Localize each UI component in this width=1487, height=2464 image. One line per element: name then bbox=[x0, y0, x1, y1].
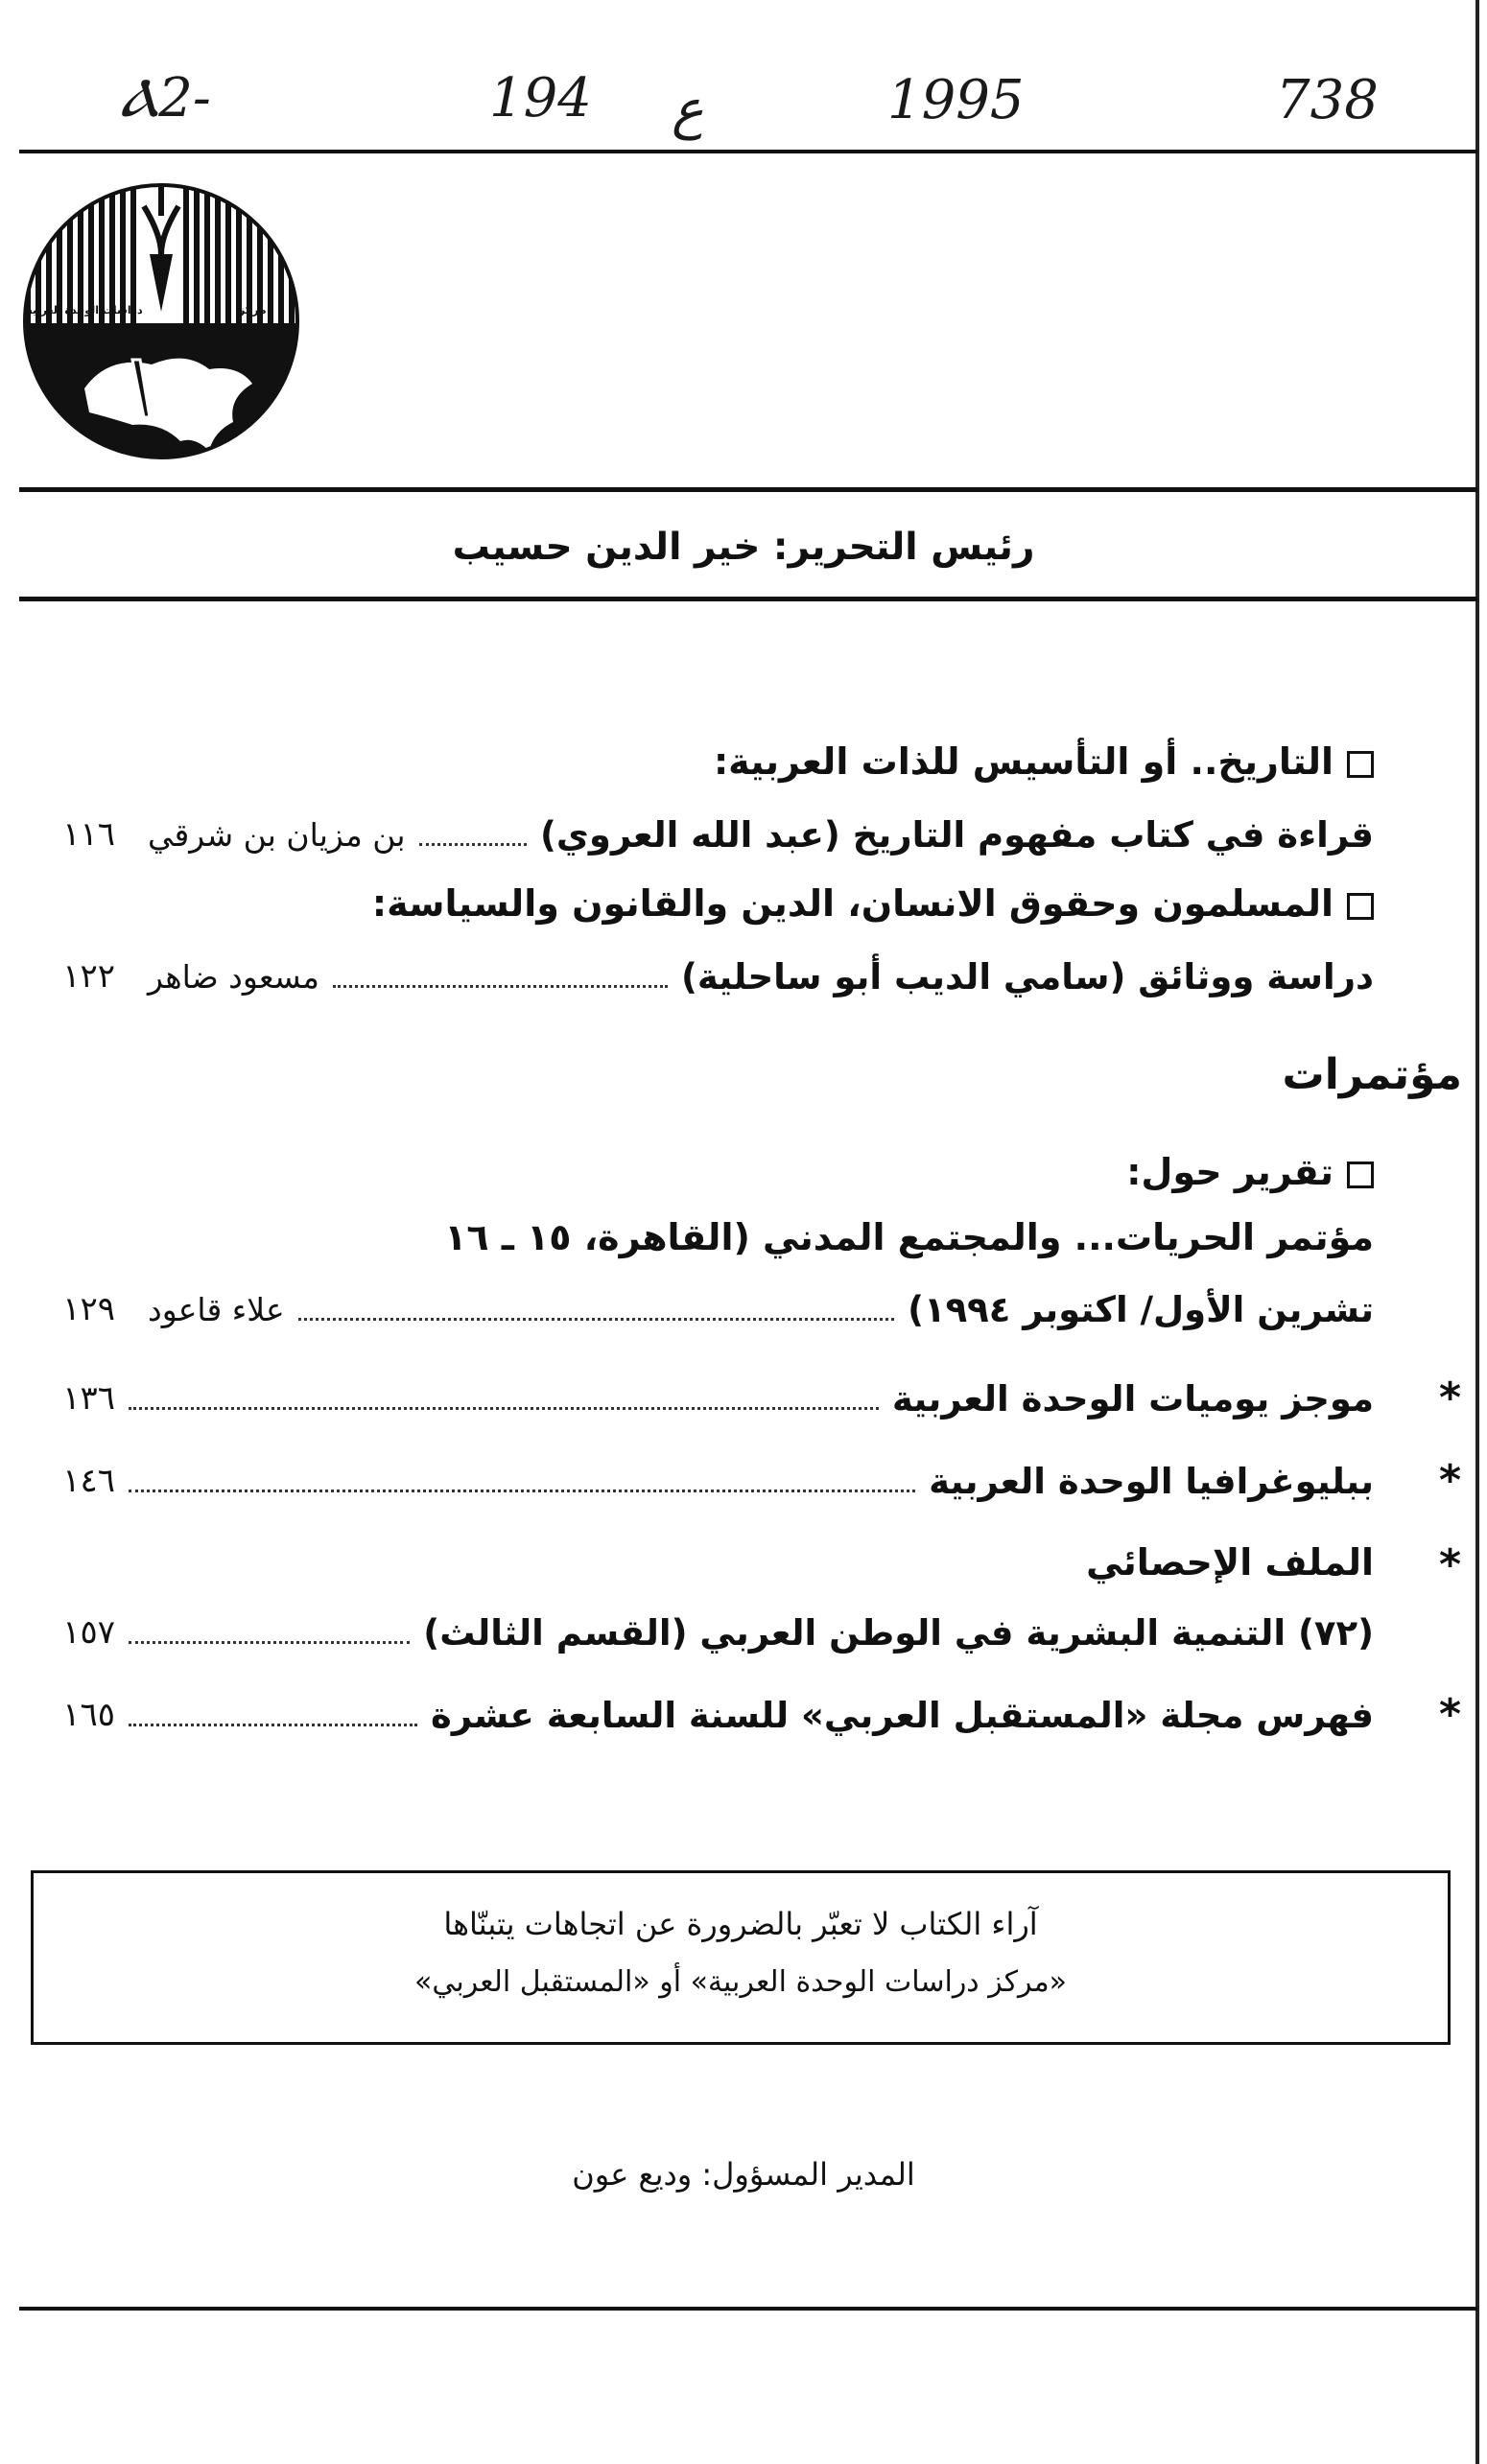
logo-bar bbox=[109, 177, 115, 323]
page-number: ١٥٧ bbox=[62, 1613, 115, 1652]
rule-below-editor bbox=[19, 597, 1477, 601]
checkbox-icon bbox=[1347, 893, 1374, 920]
entry-title: تشرين الأول/ اكتوبر ١٩٩٤) bbox=[908, 1288, 1374, 1330]
handwritten-note-5: 738 bbox=[1276, 69, 1379, 131]
stat-file-title: الملف الإحصائي bbox=[1086, 1541, 1374, 1584]
toc-row bbox=[29, 948, 1374, 1005]
report-heading: تقرير حول: bbox=[1126, 1151, 1374, 1193]
entry-title: موجز يوميات الوحدة العربية bbox=[891, 1377, 1374, 1420]
toc-row bbox=[29, 1604, 1374, 1661]
logo-caption: دراسات الوحدة العربية bbox=[26, 304, 143, 317]
dot-leader bbox=[129, 1641, 410, 1644]
dot-leader bbox=[333, 985, 668, 988]
page-number: ١٦٥ bbox=[62, 1696, 115, 1734]
report-line-1: مؤتمر الحريات... والمجتمع المدني (القاهرة، ١٥ ـ ١٦ bbox=[444, 1216, 1374, 1258]
star-bullet: * bbox=[1439, 1690, 1462, 1739]
logo-bar bbox=[204, 177, 210, 323]
logo-bar bbox=[225, 177, 231, 323]
entry-title: دراسة ووثائق (سامي الديب أبو ساحلية) bbox=[680, 955, 1374, 997]
logo-caption-top: مركز bbox=[238, 303, 267, 317]
entry-heading-1: التاريخ.. أو التأسيس للذات العربية: bbox=[714, 740, 1374, 783]
logo-bar bbox=[257, 177, 263, 323]
section-title: مؤتمرات bbox=[1282, 1050, 1462, 1099]
toc-row bbox=[29, 1370, 1374, 1427]
entry-heading-2: المسلمون وحقوق الانسان، الدين والقانون والسياسة: bbox=[372, 882, 1374, 925]
page-number: ١٤٦ bbox=[62, 1462, 115, 1500]
dot-leader bbox=[298, 1318, 894, 1321]
logo-bar bbox=[289, 177, 295, 323]
logo-bar bbox=[247, 177, 252, 323]
page-number: ١٢٢ bbox=[62, 957, 115, 996]
disclaimer-box bbox=[31, 1870, 1451, 2045]
editor-line: رئيس التحرير: خير الدين حسيب bbox=[452, 526, 1035, 569]
logo-bar bbox=[35, 177, 41, 323]
entry-title: قراءة في كتاب مفهوم التاريخ (عبد الله العروي) bbox=[540, 813, 1374, 856]
dot-leader bbox=[129, 1407, 879, 1410]
toc-row bbox=[29, 1452, 1374, 1510]
page-number: ١٢٩ bbox=[62, 1290, 115, 1328]
entry-title: فهرس مجلة «المستقبل العربي» للسنة السابعة عشرة bbox=[431, 1694, 1374, 1736]
page-number: ١٣٦ bbox=[62, 1379, 115, 1418]
manager-line: المدير المسؤول: وديع عون bbox=[572, 2156, 915, 2193]
entry-author: مسعود ضاهر bbox=[148, 957, 319, 996]
handwritten-note-4: 1995 bbox=[887, 69, 1025, 131]
handwritten-note-1: Ⲁ2- bbox=[120, 67, 211, 129]
page-number: ١١٦ bbox=[62, 815, 115, 854]
logo-bar bbox=[78, 177, 83, 323]
dot-leader bbox=[129, 1724, 417, 1726]
logo-bar bbox=[268, 177, 273, 323]
entry-title: (٧٢) التنمية البشرية في الوطن العربي (القسم الثالث) bbox=[423, 1611, 1374, 1654]
logo-bar bbox=[236, 177, 242, 323]
entry-author: بن مزيان بن شرقي bbox=[148, 815, 406, 854]
toc-row bbox=[29, 1686, 1374, 1744]
dot-leader bbox=[419, 843, 527, 846]
star-bullet: * bbox=[1439, 1540, 1462, 1589]
handwritten-note-3: ع bbox=[672, 79, 704, 141]
logo-bar bbox=[57, 177, 62, 323]
toc-row bbox=[29, 1280, 1374, 1338]
dot-leader bbox=[129, 1490, 915, 1492]
logo-bar bbox=[194, 177, 200, 323]
top-rule bbox=[19, 150, 1477, 153]
logo-bar bbox=[120, 177, 126, 323]
disclaimer-line-1: آراء الكتاب لا تعبّر بالضرورة عن اتجاهات يتبنّاها bbox=[443, 1906, 1038, 1942]
logo-bar bbox=[88, 177, 94, 323]
star-bullet: * bbox=[1439, 1373, 1462, 1422]
checkbox-icon bbox=[1347, 751, 1374, 778]
logo-bar bbox=[67, 177, 73, 323]
star-bullet: * bbox=[1439, 1456, 1462, 1505]
checkbox-icon bbox=[1347, 1162, 1374, 1188]
bottom-rule bbox=[19, 2307, 1477, 2311]
logo-bar bbox=[130, 177, 136, 323]
entry-author: علاء قاعود bbox=[148, 1290, 285, 1328]
logo-bar bbox=[183, 177, 189, 323]
toc-row bbox=[29, 806, 1374, 863]
handwritten-note-2: 194 bbox=[489, 67, 592, 129]
disclaimer-line-2: «مركز دراسات الوحدة العربية» أو «المستقبل العربي» bbox=[413, 1965, 1068, 1999]
entry-title: ببليوغرافيا الوحدة العربية bbox=[929, 1460, 1374, 1502]
logo-emblem bbox=[17, 177, 305, 465]
page-edge bbox=[1475, 0, 1479, 2464]
rule-above-editor bbox=[19, 487, 1477, 492]
